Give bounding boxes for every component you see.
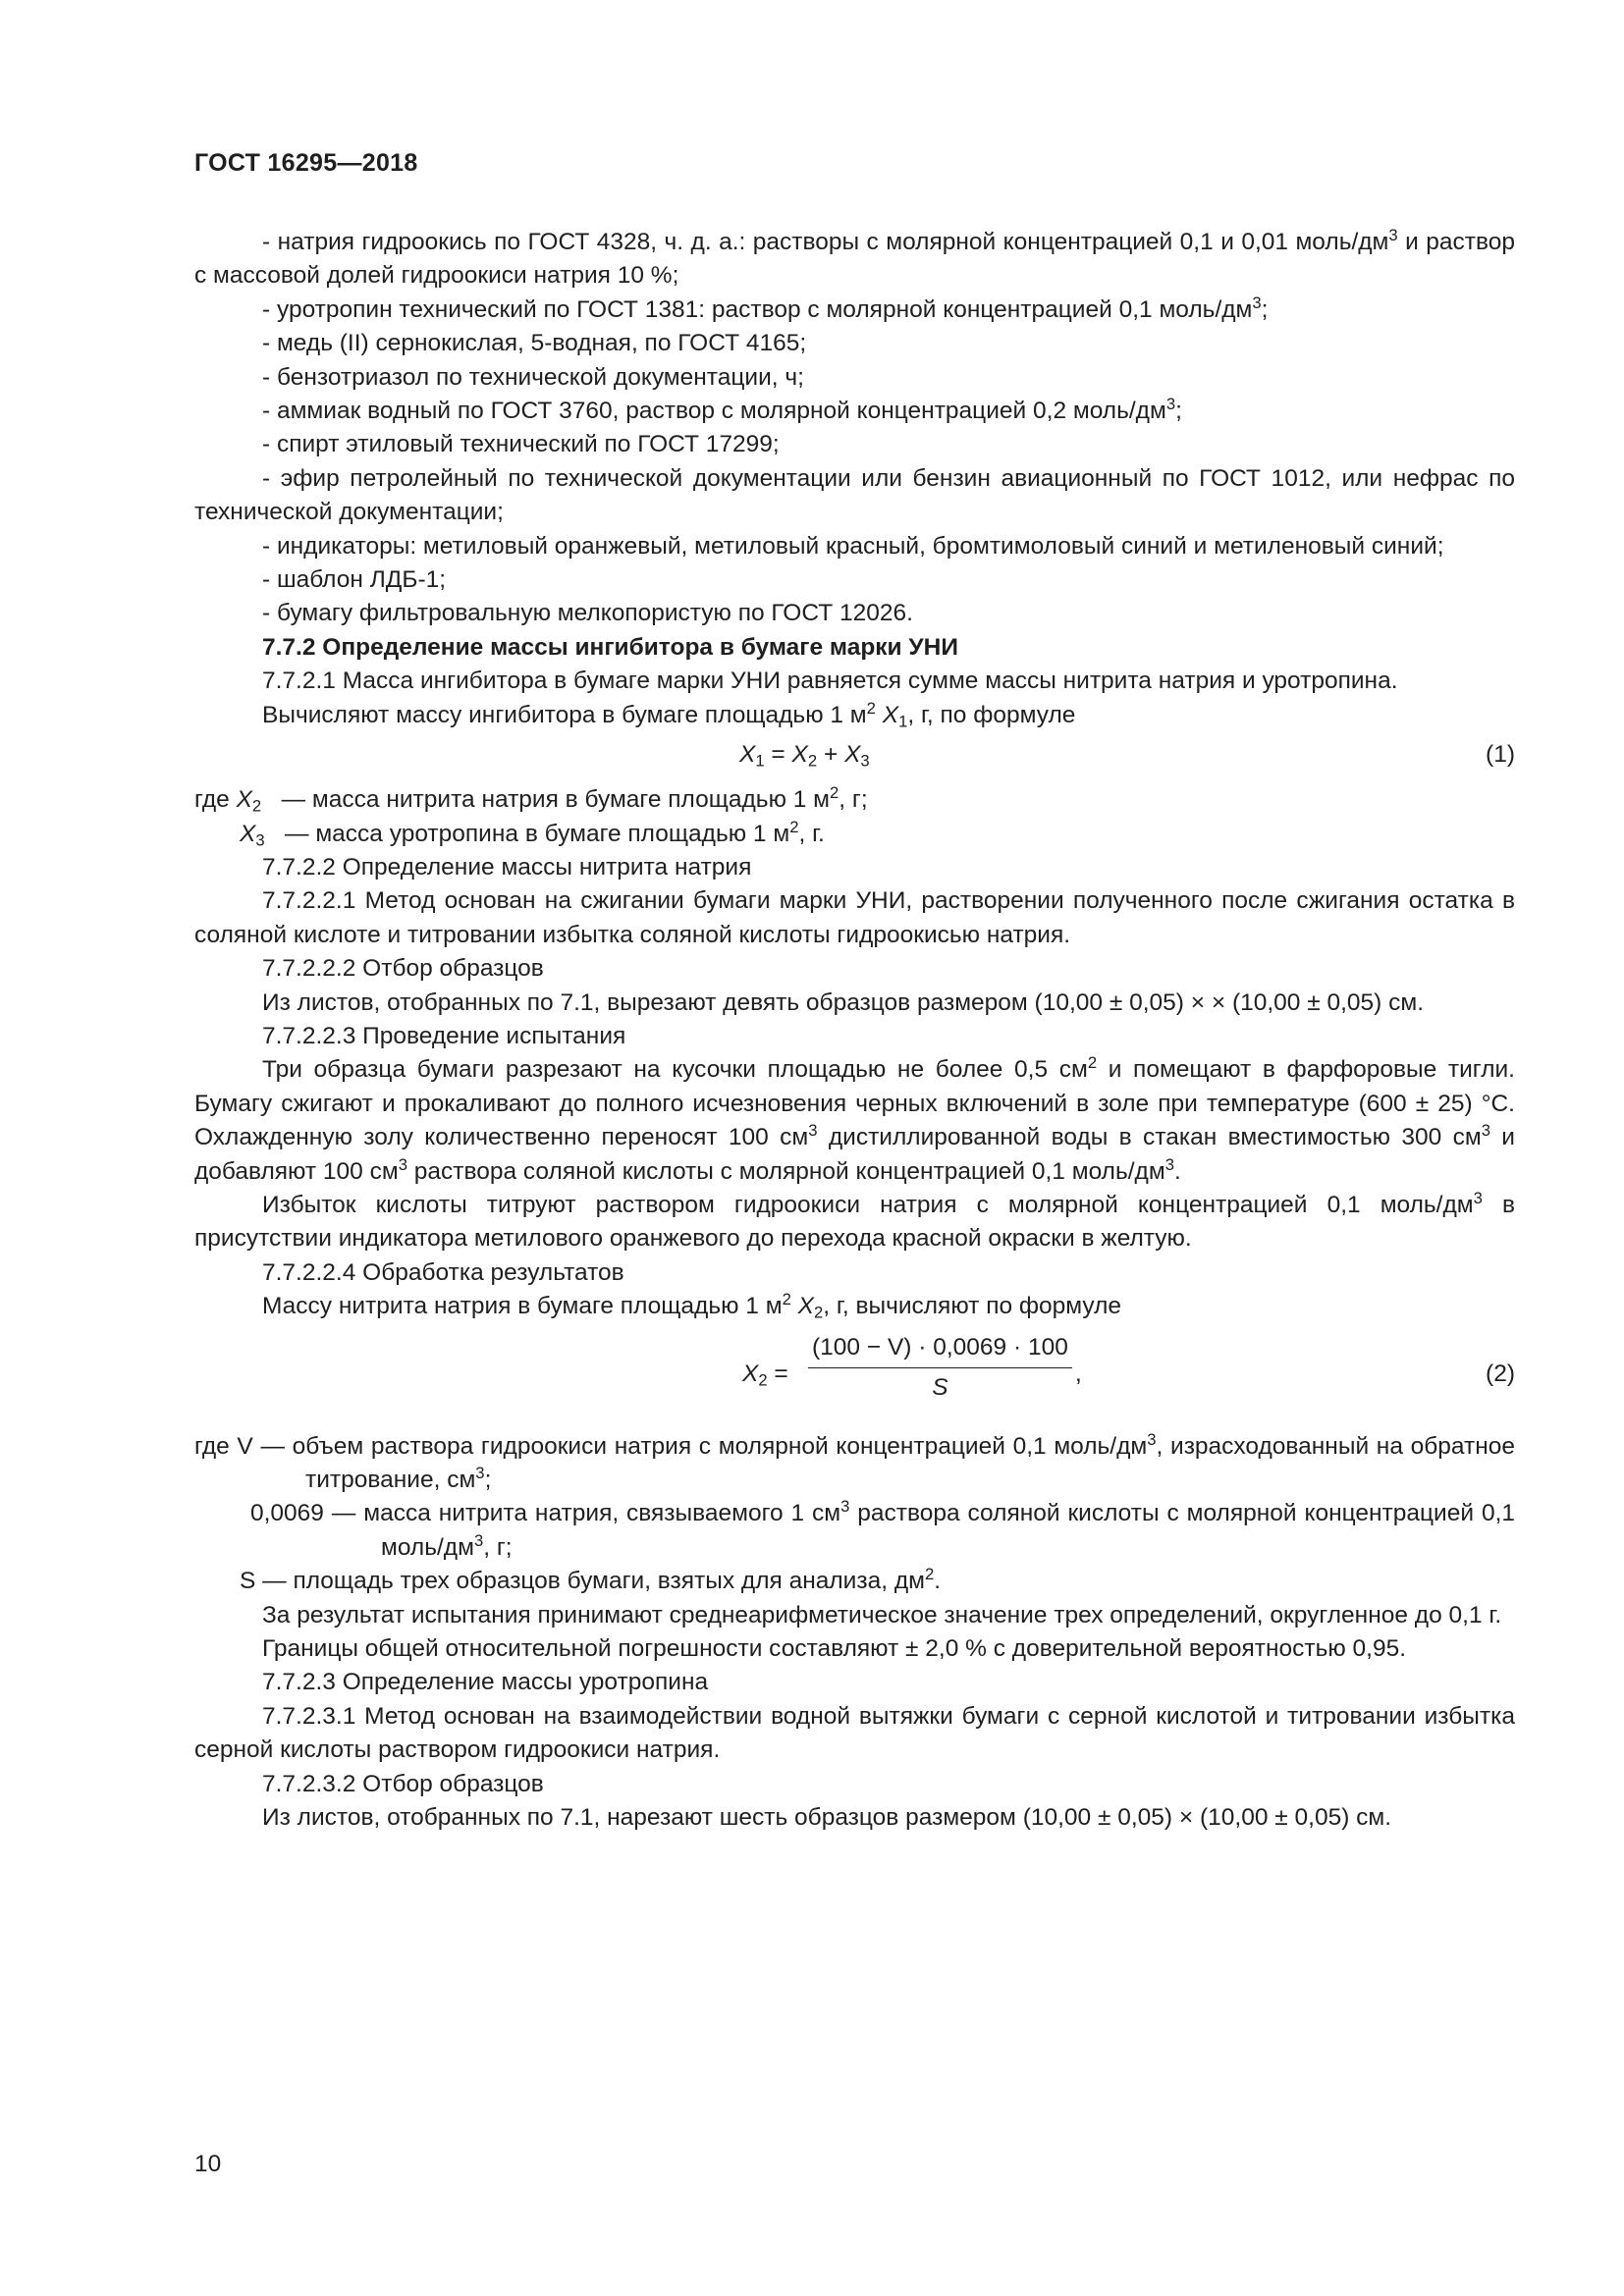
list-item: - аммиак водный по ГОСТ 3760, раствор с молярной концентрацией 0,2 моль/$дм^3$; (262, 394, 1182, 425)
paragraph: 7.7.2.2.1 Метод основан на сжигании бумаги марки УНИ, растворении полученного после сжигания остатка в соляной кислоте и титровании избытка соляной кислоты гидроокисью натрия. (194, 887, 1515, 948)
subheading: 7.7.2.2.4 Обработка результатов (262, 1258, 624, 1286)
formula-1-number: (1) (1486, 741, 1515, 769)
where-item: где V — объем раствора гидроокиси натрия с молярной концентрацией 0,1 моль/$дм^3$, израсходованный на обратное титрование, $см^3$; (194, 1429, 1516, 1493)
formula-2-numerator: (100 − V) · 0,0069 · 100 (808, 1328, 1072, 1368)
section-heading: 7.7.2 Определение массы ингибитора в бумаге марки УНИ (262, 633, 958, 661)
document-body (194, 226, 1515, 1835)
formula-2 (194, 1328, 1515, 1430)
where-item: S — площадь трех образцов бумаги, взятых для анализа, $дм^2$. (240, 1565, 942, 1595)
paragraph: Три образца бумаги разрезают на кусочки площадью не более 0,5 $см^2$ и помещают в фарфоровые тигли. Бумагу сжигают и прокаливают до полного исчезновения черных включений в золе при температуре (600 ± 25) °С. Охлажденную золу количественно переносят 100 $см^3$ дистиллированной воды в стакан вместимостью 300 $см^3$ и добавляют 100 $см^3$ раствора соляной кислоты с молярной концентрацией 0,1 моль/$дм^3$. (194, 1053, 1515, 1185)
subheading: 7.7.2.2.2 Отбор образцов (262, 955, 544, 983)
formula-2-lhs: $X_2$ = (742, 1360, 788, 1390)
list-item: - бензотриазол по технической документации, ч; (262, 363, 804, 391)
list-item: - индикаторы: метиловый оранжевый, метиловый красный, бромтимоловый синий и метиленовый синий; (262, 532, 1444, 560)
paragraph: 7.7.2.3.1 Метод основан на взаимодействии водной вытяжки бумаги с серной кислотой и титровании избытка серной кислоты раствором гидроокиси натрия. (194, 1702, 1515, 1764)
section-heading: 7.7.2.2 Определение массы нитрита натрия (262, 853, 752, 881)
paragraph: Из листов, отобранных по 7.1, нарезают шесть образцов размером (10,00 ± 0,05) × (10,00 ± 0,05) см. (262, 1804, 1392, 1832)
subheading: 7.7.2.3.2 Отбор образцов (262, 1770, 544, 1797)
where-item: $X_3$ — масса уротропина в бумаге площадью 1 $м^2$, г. (240, 817, 825, 850)
paragraph: Вычисляют массу ингибитора в бумаге площадью 1 $м^2$ $X_1$, г, по формуле (262, 698, 1076, 731)
formula-2-denominator: S (932, 1373, 948, 1401)
paragraph: 7.7.2.1 Масса ингибитора в бумаге марки УНИ равняется сумме массы нитрита натрия и уротропина. (262, 667, 1398, 695)
paragraph: Границы общей относительной погрешности составляют ± 2,0 % с доверительной вероятностью 0,95. (262, 1635, 1407, 1663)
paragraph: Избыток кислоты титруют раствором гидроокиси натрия с молярной концентрацией 0,1 моль/$дм^3$ в присутствии индикатора метилового оранжевого до перехода красной окраски в желтую. (194, 1188, 1515, 1253)
paragraph: Из листов, отобранных по 7.1, вырезают девять образцов размером (10,00 ± 0,05) × × (10,00 ± 0,05) см. (262, 988, 1425, 1016)
formula-2-comma: , (1075, 1360, 1082, 1387)
list-item: - бумагу фильтровальную мелкопористую по ГОСТ 12026. (262, 600, 913, 627)
formula-2-number: (2) (1486, 1360, 1515, 1387)
document-header: ГОСТ 16295—2018 (194, 149, 418, 177)
list-item: - спирт этиловый технический по ГОСТ 17299; (262, 431, 780, 458)
list-item: - натрия гидроокись по ГОСТ 4328, ч. д. а.: растворы с молярной концентрацией 0,1 и 0,01 моль/$дм^3$ и раствор с массовой долей гидроокиси натрия 10 %; (194, 225, 1515, 290)
list-item: - медь (II) сернокислая, 5-водная, по ГОСТ 4165; (262, 330, 807, 357)
paragraph: За результат испытания принимают среднеарифметическое значение трех определений, округленное до 0,1 г. (262, 1601, 1502, 1629)
page-number: 10 (194, 2151, 222, 2177)
list-item: - шаблон ЛДБ-1; (262, 566, 447, 594)
where-item: 0,0069 — масса нитрита натрия, связываемого 1 $см^3$ раствора соляной кислоты с молярной концентрацией 0,1 моль/$дм^3$, г; (250, 1497, 1515, 1561)
formula-1-text: $X_1 = X_2 + X_3$ (739, 741, 870, 771)
section-heading: 7.7.2.3 Определение массы уротропина (262, 1669, 709, 1696)
subheading: 7.7.2.2.3 Проведение испытания (262, 1022, 626, 1049)
paragraph: Массу нитрита натрия в бумаге площадью 1 $м^2$ $X_2$, г, вычисляют по формуле (262, 1290, 1122, 1322)
formula-1 (194, 732, 1515, 783)
list-item: - уротропин технический по ГОСТ 1381: раствор с молярной концентрацией 0,1 моль/$дм^3$; (262, 293, 1269, 323)
where-item: где $X_2$ — масса нитрита натрия в бумаге площадью 1 $м^2$, г; (194, 782, 868, 816)
list-item: - эфир петролейный по технической документации или бензин авиационный по ГОСТ 1012, или нефрас по технической документации; (194, 464, 1515, 526)
formula-2-fraction (808, 1328, 1072, 1408)
